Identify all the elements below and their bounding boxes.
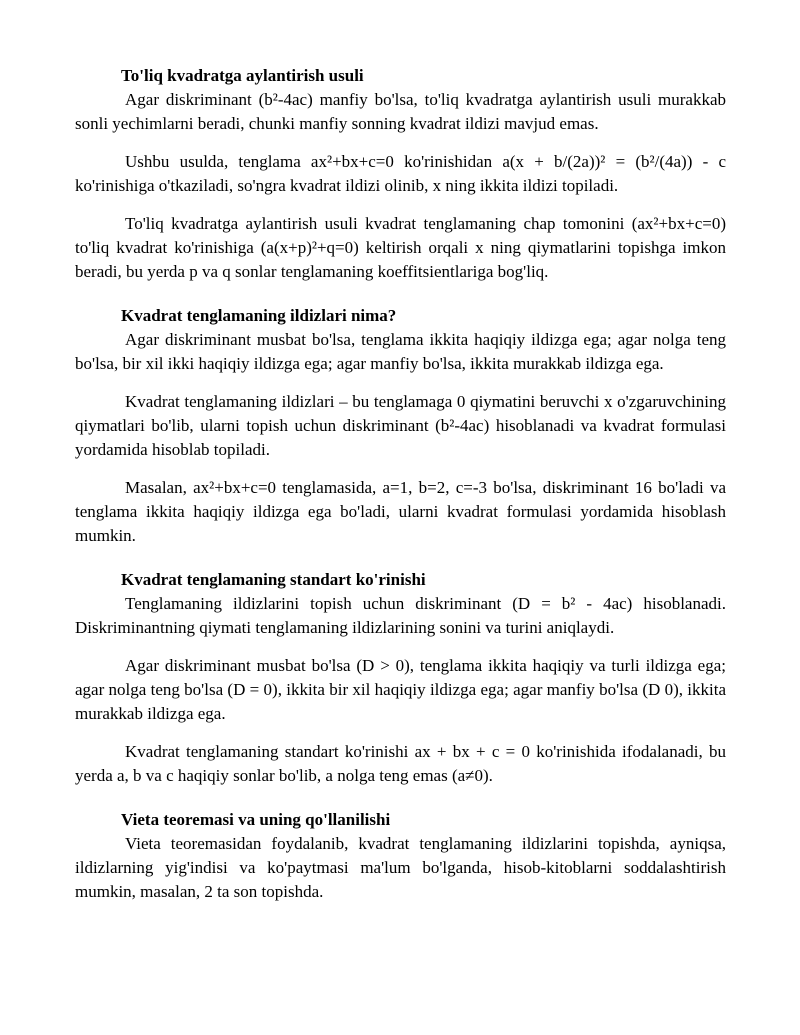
paragraph: Tenglamaning ildizlarini topish uchun diskriminant (D = b² - 4ac) hisoblanadi. Diskriminantning qiymati tenglamaning ildizlarining sonini va turini aniqlaydi.: [75, 594, 726, 637]
section-complete-square: [75, 64, 726, 284]
paragraph: Agar diskriminant (b²-4ac) manfiy bo'lsa, to'liq kvadratga aylantirish usuli murakkab sonli yechimlarni beradi, chunki manfiy sonning kvadrat ildizi mavjud emas.: [75, 90, 726, 133]
section-standard-form: [75, 568, 726, 788]
paragraph: Kvadrat tenglamaning standart ko'rinishi ax + bx + c = 0 ko'rinishida ifodalanadi, bu yerda a, b va c haqiqiy sonlar bo'lib, a nolga teng emas (a≠0).: [75, 742, 726, 785]
section-roots: [75, 304, 726, 548]
section-heading: Kvadrat tenglamaning ildizlari nima?: [121, 306, 397, 325]
section-heading: Kvadrat tenglamaning standart ko'rinishi: [121, 570, 426, 589]
paragraph: Agar diskriminant musbat bo'lsa, tenglama ikkita haqiqiy ildizga ega; agar nolga teng bo'lsa, bir xil ikki haqiqiy ildizga ega; agar manfiy bo'lsa, ikkita murakkab ildizga ega.: [75, 330, 726, 373]
paragraph: Agar diskriminant musbat bo'lsa (D > 0), tenglama ikkita haqiqiy va turli ildizga ega; agar nolga teng bo'lsa (D = 0), ikkita bir xil haqiqiy ildizga ega; agar manfiy bo'lsa (D 0), ikkita murakkab ildizga ega.: [75, 656, 726, 723]
document-page: [75, 64, 726, 904]
section-vieta: [75, 808, 726, 904]
section-heading: Vieta teoremasi va uning qo'llanilishi: [121, 810, 391, 829]
paragraph: Vieta teoremasidan foydalanib, kvadrat tenglamaning ildizlarini topishda, ayniqsa, ildizlarning yig'indisi va ko'paytmasi ma'lum bo'lganda, hisob-kitoblarni soddalashtirish mumkin, masalan, 2 ta son topishda.: [75, 834, 726, 901]
paragraph: Masalan, ax²+bx+c=0 tenglamasida, a=1, b=2, c=-3 bo'lsa, diskriminant 16 bo'ladi va tenglama ikkita haqiqiy ildizga ega bo'ladi, ularni kvadrat formulasi yordamida hisoblash mumkin.: [75, 478, 726, 545]
paragraph: To'liq kvadratga aylantirish usuli kvadrat tenglamaning chap tomonini (ax²+bx+c=0) to'liq kvadrat ko'rinishiga (a(x+p)²+q=0) keltirish orqali x ning qiymatlarini topishga imkon beradi, bu yerda p va q sonlar tenglamaning koeffitsientlariga bog'liq.: [75, 214, 726, 281]
paragraph: Ushbu usulda, tenglama ax²+bx+c=0 ko'rinishidan a(x + b/(2a))² = (b²/(4a)) - c ko'rinishiga o'tkaziladi, so'ngra kvadrat ildizi olinib, x ning ikkita ildizi topiladi.: [75, 152, 726, 195]
paragraph: Kvadrat tenglamaning ildizlari – bu tenglamaga 0 qiymatini beruvchi x o'zgaruvchining qiymatlari bo'lib, ularni topish uchun diskriminant (b²-4ac) hisoblanadi va kvadrat formulasi yordamida hisoblab topiladi.: [75, 392, 726, 459]
section-heading: To'liq kvadratga aylantirish usuli: [121, 66, 364, 85]
